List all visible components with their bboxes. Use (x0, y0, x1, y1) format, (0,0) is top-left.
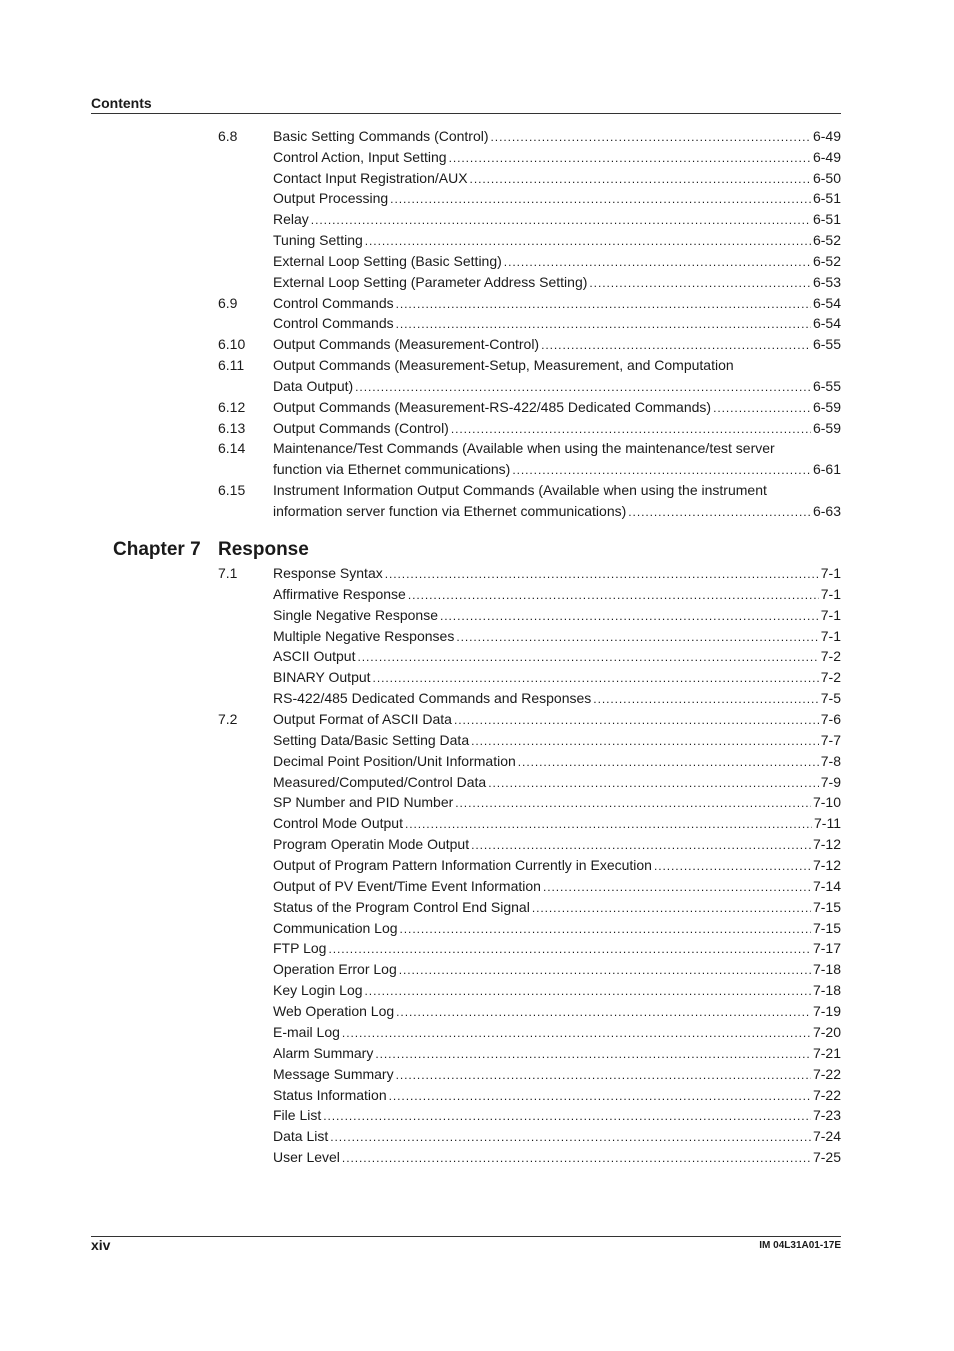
toc-entry (273, 397, 841, 417)
toc-page-number: 7-15 (812, 919, 841, 936)
toc-entry-title: Data Output) (273, 377, 354, 394)
toc-entry (273, 959, 841, 979)
toc-row[interactable] (0, 418, 954, 438)
toc-leader-dots (323, 1105, 811, 1125)
toc-row[interactable] (0, 1126, 954, 1146)
toc-section-number: 6.12 (218, 398, 246, 415)
toc-page-number: 7-10 (812, 794, 841, 811)
toc-entry-title: Output Commands (Measurement-Setup, Measurement, and Computation (273, 357, 734, 374)
toc-row[interactable] (0, 584, 954, 604)
toc-leader-dots (628, 501, 811, 521)
toc-entry-title: Control Commands (273, 294, 394, 311)
toc-row[interactable] (0, 272, 954, 292)
toc-page-number: 7-25 (812, 1149, 841, 1166)
toc-entry (273, 501, 841, 521)
toc-section-number: 7.1 (218, 565, 238, 581)
toc-entry (273, 938, 841, 958)
toc-leader-dots (396, 1001, 811, 1021)
toc-entry-title: Output Commands (Control) (273, 419, 449, 436)
toc-leader-dots (396, 313, 811, 333)
toc-row[interactable] (0, 355, 954, 375)
toc-page-number: 6-50 (812, 169, 841, 186)
toc-entry-title: Single Negative Response (273, 606, 438, 623)
footer-page-number: xiv (91, 1237, 111, 1253)
toc-entry-title: Control Commands (273, 315, 394, 332)
toc-row[interactable] (0, 646, 954, 666)
toc-entry-title: Affirmative Response (273, 585, 406, 602)
toc-page-number: 7-6 (820, 711, 841, 728)
toc-section-number: 6.15 (218, 482, 246, 499)
toc-entry-title: User Level (273, 1149, 340, 1166)
header-rule (91, 113, 841, 114)
toc-page-number: 6-49 (812, 128, 841, 144)
toc-row[interactable] (0, 813, 954, 833)
toc-entry (273, 855, 841, 875)
toc-entry (273, 563, 841, 583)
header-title: Contents (91, 95, 152, 111)
toc-page-number: 6-59 (812, 419, 841, 436)
toc-entry-title: E-mail Log (273, 1023, 340, 1040)
toc-page-number: 7-14 (812, 877, 841, 894)
toc-entry-title: Multiple Negative Responses (273, 627, 455, 644)
toc-page-number: 7-1 (820, 565, 841, 581)
toc-row[interactable] (0, 563, 954, 583)
toc-row[interactable] (0, 126, 954, 146)
toc-section-number: 6.13 (218, 419, 246, 436)
toc-page-number: 7-24 (812, 1128, 841, 1145)
toc-leader-dots (504, 251, 811, 271)
toc-row[interactable] (0, 313, 954, 333)
toc-entry (273, 688, 841, 708)
toc-entry-title: function via Ethernet communications) (273, 461, 511, 478)
toc-entry-title: Maintenance/Test Commands (Available when using the maintenance/test server (273, 440, 775, 457)
toc-entry (273, 147, 841, 167)
toc-entry-title: Alarm Summary (273, 1044, 374, 1061)
toc-entry (273, 646, 841, 666)
toc-entry (273, 418, 841, 438)
toc-leader-dots (455, 792, 811, 812)
toc-row[interactable] (0, 438, 954, 458)
toc-row[interactable] (0, 667, 954, 687)
toc-entry-title: Output Commands (Measurement-RS-422/485 Dedicated Commands) (273, 398, 712, 415)
toc-row[interactable] (0, 1043, 954, 1063)
toc-entry (273, 1105, 841, 1125)
toc-page-number: 7-15 (812, 898, 841, 915)
chapter-title: Response (218, 539, 309, 560)
toc-entry-title: information server function via Ethernet communications) (273, 502, 627, 519)
toc-row[interactable] (0, 397, 954, 417)
toc-leader-dots (396, 293, 811, 313)
toc-page-number: 7-1 (820, 585, 841, 602)
toc-page-number: 7-8 (820, 752, 841, 769)
toc-page-number: 7-20 (812, 1023, 841, 1040)
toc-leader-dots (365, 230, 811, 250)
toc-entry-title: Program Operatin Mode Output (273, 836, 470, 853)
toc-entry-title: Key Login Log (273, 982, 363, 999)
toc-page-number: 7-22 (812, 1065, 841, 1082)
toc-row[interactable] (0, 772, 954, 792)
toc-entry-title: Instrument Information Output Commands (Available when using the instrument (273, 482, 767, 499)
toc-leader-dots (589, 272, 811, 292)
toc-page-number: 6-55 (812, 336, 841, 353)
toc-entry (273, 584, 841, 604)
chapter-label: Chapter 7 (113, 539, 201, 560)
toc-entry (273, 918, 841, 938)
toc-entry (273, 459, 841, 479)
toc-entry-title: Web Operation Log (273, 1003, 395, 1020)
toc-leader-dots (543, 876, 811, 896)
toc-entry (273, 709, 841, 729)
toc-leader-dots (342, 1022, 811, 1042)
toc-page-number: 6-51 (812, 211, 841, 228)
toc-page-number: 7-7 (820, 731, 841, 748)
toc-row[interactable] (0, 626, 954, 646)
toc-leader-dots (330, 1126, 811, 1146)
toc-entry (273, 188, 841, 208)
toc-section-number: 6.11 (218, 357, 245, 374)
toc-row[interactable] (0, 168, 954, 188)
toc-leader-dots (357, 646, 818, 666)
toc-row[interactable] (0, 1085, 954, 1105)
toc-row[interactable] (0, 147, 954, 167)
toc-row[interactable] (0, 501, 954, 521)
toc-leader-dots (593, 688, 818, 708)
toc-row[interactable] (0, 605, 954, 625)
toc-entry (273, 1043, 841, 1063)
toc-page-number: 6-53 (812, 273, 841, 290)
toc-page-number: 7-17 (812, 940, 841, 957)
toc-row[interactable] (0, 459, 954, 479)
toc-leader-dots (373, 667, 819, 687)
toc-page-number: 7-1 (820, 627, 841, 644)
toc-leader-dots (440, 605, 819, 625)
toc-entry-title: Message Summary (273, 1065, 394, 1082)
toc-entry (273, 230, 841, 250)
toc-leader-dots (311, 209, 811, 229)
toc-leader-dots (491, 126, 811, 146)
toc-entry-title: Communication Log (273, 919, 398, 936)
toc-leader-dots (654, 855, 811, 875)
toc-row[interactable] (0, 855, 954, 875)
toc-row[interactable] (0, 293, 954, 313)
toc-entry (273, 605, 841, 625)
toc-page-number: 6-51 (812, 190, 841, 207)
toc-page-number: 6-63 (812, 502, 841, 519)
toc-section-number: 6.9 (218, 294, 238, 311)
toc-entry (273, 667, 841, 687)
toc-entry (273, 1064, 841, 1084)
toc-page-number: 7-21 (812, 1044, 841, 1061)
toc-leader-dots (713, 397, 811, 417)
toc-entry (273, 772, 841, 792)
toc-leader-dots (512, 459, 811, 479)
toc-entry-title: Contact Input Registration/AUX (273, 169, 468, 186)
toc-entry-title: ASCII Output (273, 648, 356, 665)
toc-row[interactable] (0, 730, 954, 750)
toc-entry-title: Response Syntax (273, 565, 383, 581)
toc-entry (273, 313, 841, 333)
toc-leader-dots (390, 188, 811, 208)
toc-row[interactable] (0, 938, 954, 958)
toc-leader-dots (471, 834, 811, 854)
footer-doc-id: IM 04L31A01-17E (759, 1240, 841, 1251)
toc-page-number: 7-12 (812, 836, 841, 853)
toc-row[interactable] (0, 209, 954, 229)
toc-entry (273, 1147, 841, 1167)
toc-page-number: 7-18 (812, 961, 841, 978)
toc-page-number: 7-2 (820, 648, 841, 665)
toc-leader-dots (518, 751, 819, 771)
toc-leader-dots (408, 584, 819, 604)
toc-page-number: 6-49 (812, 148, 841, 165)
toc-entry-title: Tuning Setting (273, 232, 363, 249)
toc-entry-title: BINARY Output (273, 669, 371, 686)
toc-section-number: 6.14 (218, 440, 246, 457)
toc-entry (273, 980, 841, 1000)
footer-rule (91, 1236, 841, 1237)
toc-leader-dots (451, 418, 811, 438)
toc-entry-title: Data List (273, 1128, 329, 1145)
toc-entry-title: Output of Program Pattern Information Currently in Execution (273, 857, 652, 874)
toc-entry (273, 1022, 841, 1042)
toc-leader-dots (471, 730, 819, 750)
toc-entry-title: Output Commands (Measurement-Control) (273, 336, 540, 353)
toc-page-number: 7-19 (812, 1003, 841, 1020)
toc-page-number: 7-5 (820, 690, 841, 707)
toc-leader-dots (454, 709, 819, 729)
toc-page-number: 7-18 (812, 982, 841, 999)
toc-row[interactable] (0, 792, 954, 812)
toc-entry (273, 1126, 841, 1146)
toc-entry-title: File List (273, 1107, 322, 1124)
toc-row[interactable] (0, 897, 954, 917)
toc-leader-dots (488, 772, 819, 792)
toc-page-number: 6-61 (812, 461, 841, 478)
toc-row[interactable] (0, 251, 954, 271)
toc-entry (273, 751, 841, 771)
toc-row[interactable] (0, 834, 954, 854)
toc-leader-dots (365, 980, 811, 1000)
toc-row[interactable] (0, 1064, 954, 1084)
toc-entry-title: SP Number and PID Number (273, 794, 454, 811)
toc-row[interactable] (0, 1022, 954, 1042)
toc-row[interactable] (0, 188, 954, 208)
toc-page-number: 6-52 (812, 232, 841, 249)
toc-page-number: 7-11 (814, 815, 841, 832)
toc-entry (273, 251, 841, 271)
toc-entry (273, 897, 841, 917)
toc-row[interactable] (0, 376, 954, 396)
toc-entry (273, 813, 841, 833)
toc-entry-title: Status Information (273, 1086, 387, 1103)
toc-entry (273, 834, 841, 854)
toc-entry (273, 168, 841, 188)
toc-entry (273, 730, 841, 750)
toc-section-number: 6.10 (218, 336, 246, 353)
toc-entry (273, 293, 841, 313)
toc-entry-title: Control Action, Input Setting (273, 148, 447, 165)
toc-row[interactable] (0, 959, 954, 979)
toc-row[interactable] (0, 1147, 954, 1167)
toc-entry (273, 1085, 841, 1105)
toc-entry-title: Relay (273, 211, 309, 228)
toc-row[interactable] (0, 876, 954, 896)
toc-page-number: 6-54 (812, 315, 841, 332)
toc-entry-title: RS-422/485 Dedicated Commands and Responses (273, 690, 592, 707)
toc-leader-dots (449, 147, 811, 167)
toc-entry-title: Output Processing (273, 190, 389, 207)
toc-row[interactable] (0, 480, 954, 500)
toc-leader-dots (355, 376, 811, 396)
toc-entry (273, 126, 841, 146)
toc-row[interactable] (0, 980, 954, 1000)
toc-page-number: 6-59 (812, 398, 841, 415)
toc-page-number: 7-9 (820, 773, 841, 790)
toc-entry (273, 1001, 841, 1021)
toc-row[interactable] (0, 230, 954, 250)
toc-entry-title: Decimal Point Position/Unit Information (273, 752, 516, 769)
toc-leader-dots (541, 334, 811, 354)
toc-row[interactable] (0, 1001, 954, 1021)
chapter-heading (113, 539, 309, 561)
toc-entry-title: Setting Data/Basic Setting Data (273, 731, 470, 748)
toc-page-number: 6-55 (812, 377, 841, 394)
toc-row[interactable] (0, 918, 954, 938)
toc-entry-title: Control Mode Output (273, 815, 403, 832)
toc-leader-dots (532, 897, 811, 917)
toc-entry-title: FTP Log (273, 940, 327, 957)
toc-page-number: 6-52 (812, 252, 841, 269)
toc-row[interactable] (0, 709, 954, 729)
toc-row[interactable] (0, 688, 954, 708)
toc-leader-dots (456, 626, 818, 646)
toc-entry-title: Output Format of ASCII Data (273, 711, 452, 728)
toc-entry (273, 209, 841, 229)
toc-page-number: 7-1 (820, 606, 841, 623)
toc-entry (273, 792, 841, 812)
toc-leader-dots (400, 918, 811, 938)
toc-page-number: 7-22 (812, 1086, 841, 1103)
toc-row[interactable] (0, 1105, 954, 1125)
toc-leader-dots (385, 563, 819, 583)
toc-page-number: 6-54 (812, 294, 841, 311)
toc-entry-title: Operation Error Log (273, 961, 397, 978)
toc-entry-title: Measured/Computed/Control Data (273, 773, 487, 790)
toc-page-number: 7-2 (820, 669, 841, 686)
toc-page-number: 7-23 (812, 1107, 841, 1124)
toc-leader-dots (470, 168, 811, 188)
toc-entry-title: Basic Setting Commands (Control) (273, 128, 489, 144)
toc-section-number: 7.2 (218, 711, 238, 728)
toc-row[interactable] (0, 751, 954, 771)
toc-entry (273, 626, 841, 646)
toc-entry-title: External Loop Setting (Parameter Address Setting) (273, 273, 588, 290)
toc-entry-title: Status of the Program Control End Signal (273, 898, 530, 915)
toc-entry (273, 876, 841, 896)
toc-entry (273, 334, 841, 354)
toc-section-number: 6.8 (218, 128, 238, 144)
toc-leader-dots (396, 1064, 811, 1084)
toc-leader-dots (405, 813, 812, 833)
toc-leader-dots (399, 959, 811, 979)
toc-row[interactable] (0, 334, 954, 354)
toc-entry-title: Output of PV Event/Time Event Information (273, 877, 541, 894)
toc-leader-dots (328, 938, 811, 958)
toc-leader-dots (389, 1085, 811, 1105)
toc-leader-dots (375, 1043, 811, 1063)
toc-leader-dots (342, 1147, 811, 1167)
toc-entry (273, 272, 841, 292)
toc-entry (273, 376, 841, 396)
toc-entry-title: External Loop Setting (Basic Setting) (273, 252, 502, 269)
toc-page-number: 7-12 (812, 857, 841, 874)
